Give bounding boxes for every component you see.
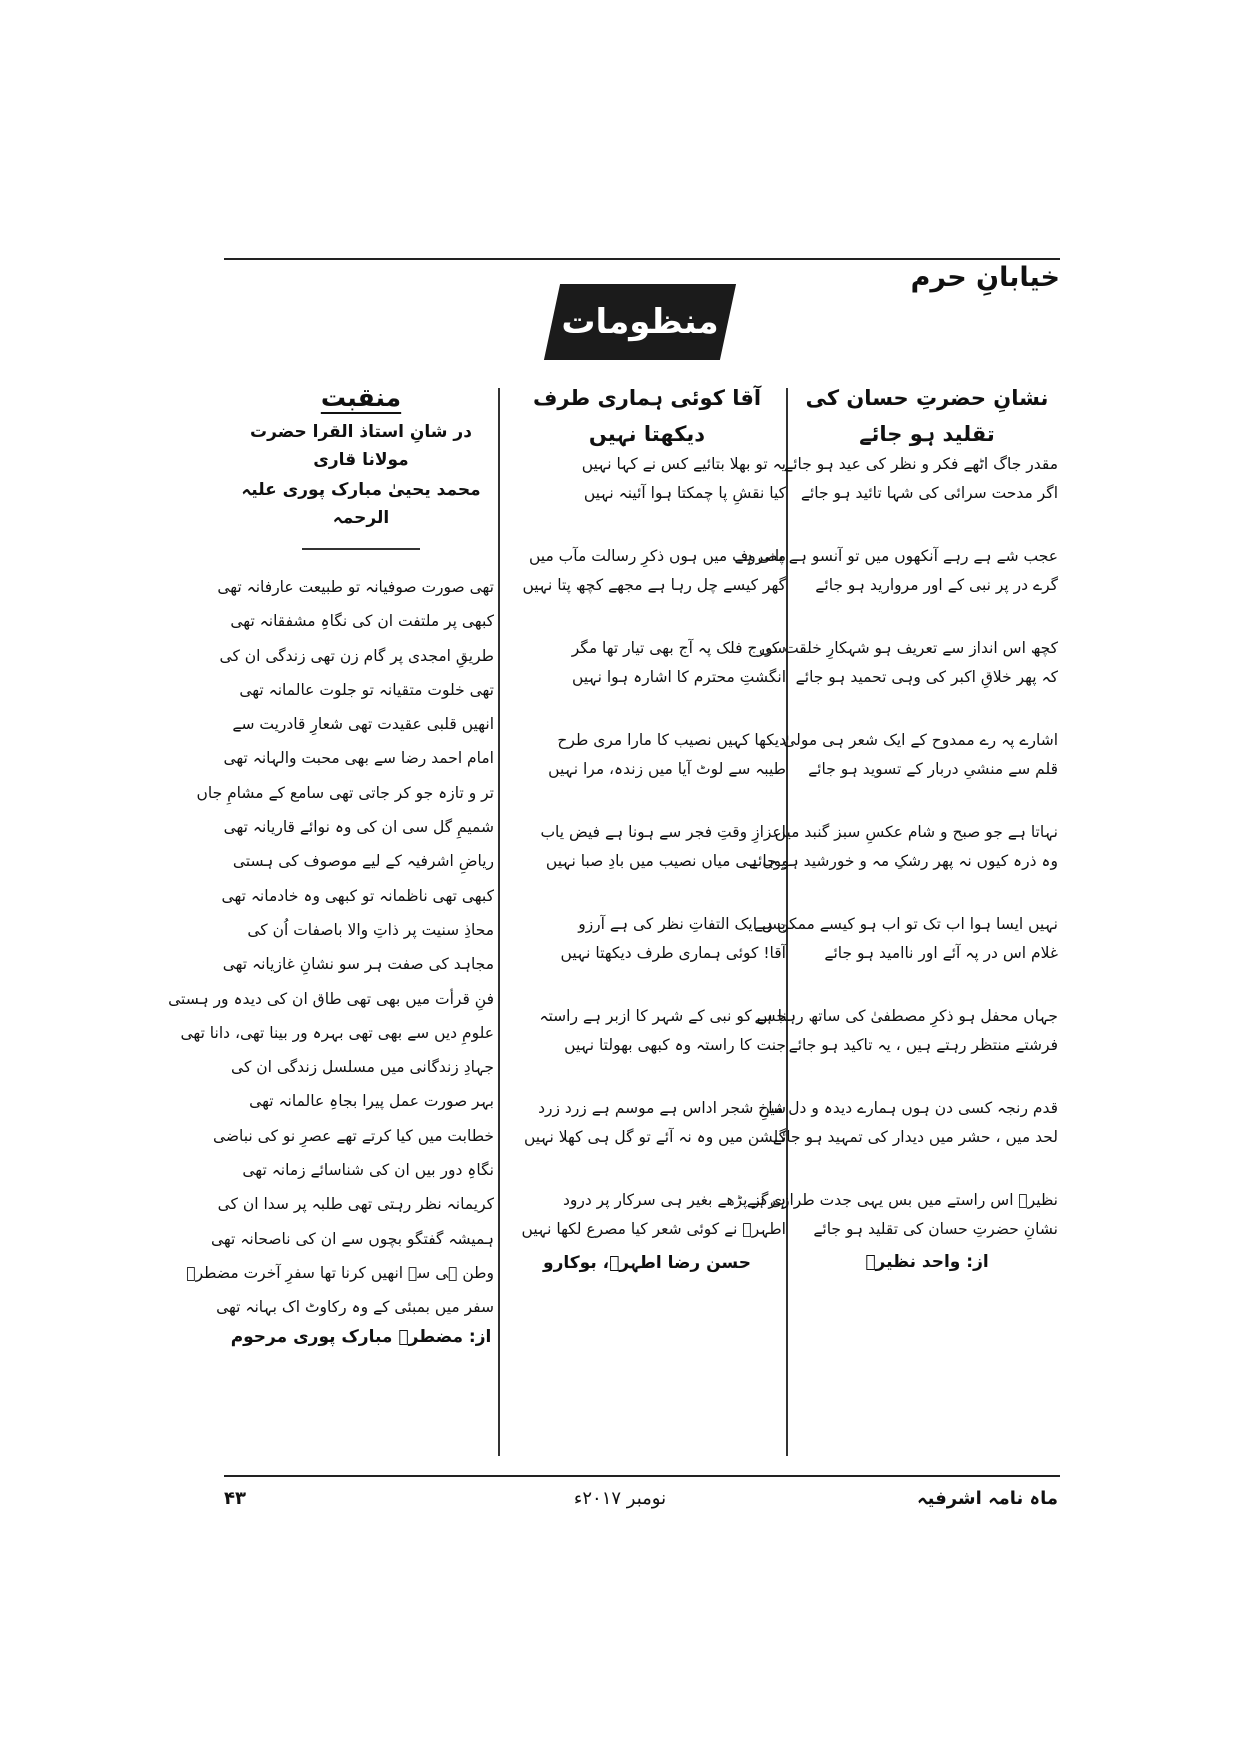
verse-lines — [168, 570, 494, 1325]
verse-line: کبھی پر ملتفت ان کی نگاہِ مشفقانہ تھی — [230, 612, 494, 631]
verse-line: وہ ذرہ کیوں نہ پھر رشکِ مہ و خورشید ہو جائے — [748, 852, 1058, 870]
stanza — [508, 1094, 786, 1152]
poem-column-right — [734, 380, 1058, 1272]
poem-author: از: واحد نظیرؔ — [865, 1252, 989, 1272]
verse-line: شمیمِ گل سی ان کی وہ نوائے قاریانہ تھی — [223, 818, 494, 837]
verse-line: امام احمد رضا سے بھی محبت والہانہ تھی — [223, 749, 494, 768]
stanza — [508, 1186, 786, 1244]
verse-line: لحد میں ، حشر میں دیدار کی تمہید ہو جائے — [772, 1128, 1058, 1146]
verse-line: نگاہِ دور بیں ان کی شناسائے زمانہ تھی — [242, 1161, 494, 1180]
magazine-name: ماہ نامہ اشرفیہ — [917, 1488, 1058, 1509]
verse-line: کچھ اس انداز سے تعریف ہو شہکارِ خلقت کی — [758, 639, 1058, 657]
stanza — [746, 1186, 1058, 1244]
title-rule — [302, 548, 420, 550]
verse-line: کہ پھر خلاقِ اکبر کی وہی تحمید ہو جائے — [795, 668, 1058, 686]
verse-line: وطن ہی سے انھیں کرنا تھا سفرِ آخرت مضطرؔ — [186, 1263, 494, 1282]
verse-line: اطہرؔ نے کوئی شعر کیا مصرع لکھا نہیں — [521, 1220, 786, 1238]
verse-line: نہیں ایسا ہوا اب تک تو اب ہو کیسے ممکن ہے — [754, 915, 1058, 933]
footer-rule — [224, 1475, 1060, 1477]
verse-line: مجاہد کی صفت ہر سو نشانِ غازیانہ تھی — [222, 955, 494, 974]
issue-date: نومبر ۲۰۱۷ء — [573, 1488, 667, 1509]
verse-line: محاذِ سنیت پر ذاتِ والا باصفات اُن کی — [247, 920, 494, 939]
stanza — [783, 726, 1058, 784]
poem-column-left — [168, 380, 494, 1347]
verse-line: اشارے پہ رے ممدوح کے ایک شعر ہی مولیٰ — [783, 731, 1058, 749]
verse-line: مقدر جاگ اٹھے فکر و نظر کی عید ہو جائے — [784, 455, 1058, 473]
stanza — [758, 634, 1058, 692]
verse-line: غلام اس در پہ آئے اور ناامید ہو جائے — [824, 944, 1058, 962]
poem-column-middle — [508, 380, 786, 1273]
verse-line: قلم سے منشیِ دربار کے تسوید ہو جائے — [808, 760, 1058, 778]
verse-line: یوں ہی میاں نصیب میں بادِ صبا نہیں — [545, 852, 786, 870]
verse-line: مصروف میں ہوں ذکرِ رسالت مآب میں — [528, 547, 786, 565]
stanza — [748, 818, 1058, 876]
verse-line: آقا! کوئی ہماری طرف دیکھتا نہیں — [560, 944, 786, 962]
verse-line: انگشتِ محترم کا اشارہ ہوا نہیں — [572, 668, 786, 686]
verse-line: جنت کا راستہ وہ کبھی بھولتا نہیں — [564, 1036, 786, 1054]
column-divider — [498, 388, 500, 1456]
verse-line: شاخِ شجر اداس ہے موسم ہے زرد زرد — [538, 1099, 786, 1117]
banner-title: منظومات — [561, 302, 719, 342]
verse-line: تر و تازہ جو کر جاتی تھی سامع کے مشامِ جاں — [196, 783, 494, 802]
verse-line: نہاتا ہے جو صبح و شام عکسِ سبز گنبد میں — [774, 823, 1058, 841]
poem-title: نشانِ حضرتِ حسان کی تقلید ہو جائے — [805, 386, 1049, 446]
verse-line: انھیں قلبی عقیدت تھی شعارِ قادریت سے — [232, 715, 494, 734]
verse-line: علومِ دیں سے بھی تھی بہرہ ور بینا تھی، دانا تھی — [180, 1023, 494, 1042]
verse-line: قدم رنجہ کسی دن ہوں ہمارے دیدہ و دل میں — [758, 1099, 1058, 1117]
poem-title: منقبت — [320, 383, 402, 412]
poem-subtitle: محمد یحییٰ مبارک پوری علیہ الرحمہ — [241, 480, 481, 528]
verse-line: جس کو نبی کے شہر کا ازبر ہے راستہ — [539, 1007, 786, 1025]
page-number: ۴۳ — [224, 1488, 246, 1509]
verse-line: فنِ قرأت میں بھی تھی طاق ان کی دیدہ ور ہستی — [168, 989, 494, 1008]
section-title: خیابانِ حرم — [910, 262, 1060, 293]
verse-line: سفر میں بمبئی کے وہ رکاوٹ اک بہانہ تھی — [216, 1298, 494, 1317]
verse-line: بس ایک التفاتِ نظر کی ہے آرزو — [578, 915, 786, 933]
verse-line: گرے در پر نبی کے اور مروارید ہو جائے — [815, 576, 1058, 594]
poem-author: حسن رضا اطہرؔ، بوکارو — [543, 1253, 751, 1273]
stanza — [508, 818, 786, 876]
stanza — [508, 726, 786, 784]
verse-line: یہ تو بھلا بتائیے کس نے کہا نہیں — [581, 455, 786, 473]
poem-subtitle: در شانِ استاذ القرا حضرت مولانا قاری — [250, 422, 472, 470]
verse-line: گھر کیسے چل رہا ہے مجھے کچھ پتا نہیں — [522, 576, 786, 594]
verse-line: ہرگز پڑھے بغیر ہی سرکار پر درود — [562, 1191, 786, 1209]
stanza — [508, 542, 786, 600]
verse-line: کیا نقشِ پا چمکتا ہوا آئینہ نہیں — [583, 484, 786, 502]
verse-line: طیبہ سے لوٹ آیا میں زندہ، مرا نہیں — [548, 760, 786, 778]
verse-line: فرشتے منتظر رہتے ہیں ، یہ تاکید ہو جائے — [788, 1036, 1058, 1054]
stanza — [508, 450, 786, 508]
verse-line: عجب شے ہے رہے آنکھوں میں تو آنسو ہے پانی ہے — [734, 547, 1058, 565]
verse-line: اگر مدحت سرائی کی شہا تائید ہو جائے — [800, 484, 1058, 502]
poem-author: از: مضطرؔ مبارک پوری مرحوم — [230, 1326, 492, 1347]
stanza — [784, 450, 1058, 508]
stanza — [508, 1002, 786, 1060]
verse-line: خطابت میں کیا کرتے تھے عصرِ نو کی نباضی — [212, 1126, 494, 1145]
stanza — [758, 1094, 1058, 1152]
verse-line: جہاں محفل ہو ذکرِ مصطفیٰ کی ساتھ رہنا ہے — [754, 1007, 1058, 1025]
stanza — [508, 634, 786, 692]
verse-line: جہادِ زندگانی میں مسلسل زندگی ان کی — [231, 1058, 494, 1077]
header-rule — [224, 258, 1060, 260]
stanza — [734, 542, 1058, 600]
verse-line: دیکھا کہیں نصیب کا مارا مری طرح — [557, 731, 786, 749]
verse-line: اعزازِ وقتِ فجر سے ہونا ہے فیض یاب — [540, 823, 786, 841]
verse-line: ہمیشہ گفتگو بچوں سے ان کی ناصحانہ تھی — [210, 1229, 494, 1248]
poem-title: آقا کوئی ہماری طرف دیکھتا نہیں — [532, 386, 762, 446]
verse-line: تھی صورت صوفیانہ تو طبیعت عارفانہ تھی — [217, 578, 494, 596]
verse-line: گلشن میں وہ نہ آئے تو گل ہی کھلا نہیں — [523, 1128, 786, 1146]
verse-line: سورج فلک پہ آج بھی تیار تھا مگر — [571, 639, 786, 657]
stanza — [754, 910, 1058, 968]
verse-line: کریمانہ نظر رہتی تھی طلبہ پر سدا ان کی — [217, 1195, 494, 1214]
stanza — [754, 1002, 1058, 1060]
verse-line: ریاضِ اشرفیہ کے لیے موصوف کی ہستی — [232, 852, 494, 871]
stanza — [508, 910, 786, 968]
verse-line: نشانِ حضرتِ حسان کی تقلید ہو جائے — [813, 1220, 1058, 1238]
verse-line: کبھی تھی ناظمانہ تو کبھی وہ خادمانہ تھی — [221, 886, 494, 905]
verse-line: طریقِ امجدی پر گام زن تھی زندگی ان کی — [219, 646, 494, 665]
verse-line: بہر صورت عمل پیرا بجاہِ عالمانہ تھی — [249, 1092, 494, 1111]
verse-line: نظیرؔ اس راستے میں بس یہی جدت طرازی ہے — [746, 1191, 1058, 1209]
verse-line: تھی خلوت متقیانہ تو جلوت عالمانہ تھی — [239, 680, 494, 699]
